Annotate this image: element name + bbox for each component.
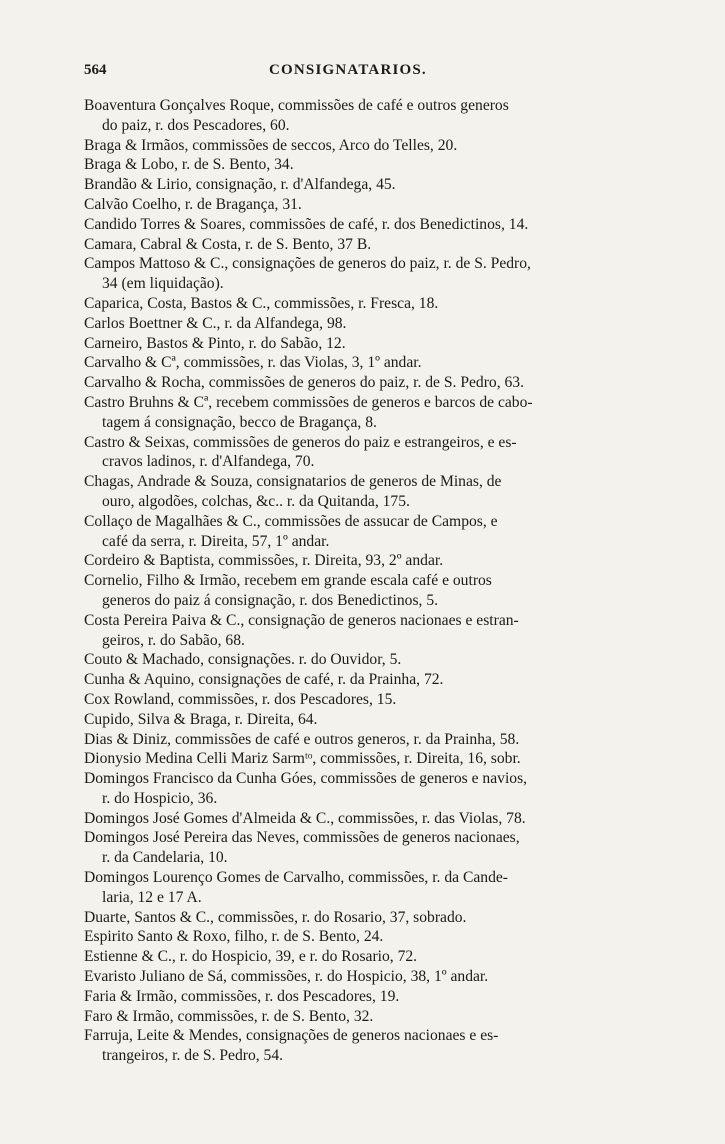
entry-continuation-line: café da serra, r. Direita, 57, 1º andar. xyxy=(102,532,330,550)
directory-entry xyxy=(84,769,659,809)
entry-first-line: Cupido, Silva & Braga, r. Direita, 64. xyxy=(84,710,318,728)
entry-first-line: Castro & Seixas, commissões de generos do paiz e estrangeiros, e es- xyxy=(84,433,517,451)
consignee-list xyxy=(84,96,659,1066)
entry-first-line: Brandão & Lirio, consignação, r. d'Alfandega, 45. xyxy=(84,176,396,194)
entry-first-line: Calvão Coelho, r. de Bragança, 31. xyxy=(84,195,302,213)
entry-continuation-line: generos do paiz á consignação, r. dos Benedictinos, 5. xyxy=(102,591,439,609)
directory-entry xyxy=(84,571,659,611)
entry-continuation-line: geiros, r. do Sabão, 68. xyxy=(102,631,245,649)
entry-first-line: Dias & Diniz, commissões de café e outros generos, r. da Prainha, 58. xyxy=(84,730,520,748)
directory-entry xyxy=(84,512,659,552)
entry-first-line: Braga & Lobo, r. de S. Bento, 34. xyxy=(84,156,294,174)
directory-entry xyxy=(84,254,659,294)
directory-entry xyxy=(84,175,659,195)
entry-first-line: Domingos José Gomes d'Almeida & C., commissões, r. das Violas, 78. xyxy=(84,809,526,827)
directory-entry xyxy=(84,393,659,433)
directory-entry xyxy=(84,749,659,769)
entry-continuation-line: ouro, algodões, colchas, &c.. r. da Quitanda, 175. xyxy=(102,492,410,510)
entry-first-line: Domingos José Pereira das Neves, commissões de generos nacionaes, xyxy=(84,829,520,847)
directory-entry xyxy=(84,433,659,473)
entry-first-line: Collaço de Magalhães & C., commissões de assucar de Campos, e xyxy=(84,512,498,530)
entry-continuation-line: trangeiros, r. de S. Pedro, 54. xyxy=(102,1047,284,1065)
entry-first-line: Espirito Santo & Roxo, filho, r. de S. Bento, 24. xyxy=(84,928,384,946)
entry-continuation-line: r. do Hospicio, 36. xyxy=(102,789,218,807)
entry-first-line: Carvalho & Cª, commissões, r. das Violas, 3, 1º andar. xyxy=(84,354,422,372)
entry-first-line: Domingos Lourenço Gomes de Carvalho, commissões, r. da Cande- xyxy=(84,869,508,887)
entry-first-line: Carvalho & Rocha, commissões de generos do paiz, r. de S. Pedro, 63. xyxy=(84,374,525,392)
entry-first-line: Cox Rowland, commissões, r. dos Pescadores, 15. xyxy=(84,690,397,708)
directory-entry xyxy=(84,967,659,987)
entry-first-line: Faro & Irmão, commissões, r. de S. Bento, 32. xyxy=(84,1007,374,1025)
page-number: 564 xyxy=(84,62,107,78)
entry-first-line: Evaristo Juliano de Sá, commissões, r. do Hospicio, 38, 1º andar. xyxy=(84,968,489,986)
entry-first-line: Domingos Francisco da Cunha Góes, commissões de generos e navios, xyxy=(84,770,528,788)
directory-entry xyxy=(84,314,659,334)
entry-continuation-line: 34 (em liquidação). xyxy=(102,275,224,293)
directory-entry xyxy=(84,294,659,314)
entry-first-line: Cordeiro & Baptista, commissões, r. Direita, 93, 2º andar. xyxy=(84,552,444,570)
directory-entry xyxy=(84,927,659,947)
entry-first-line: Camara, Cabral & Costa, r. de S. Bento, 37 B. xyxy=(84,235,372,253)
directory-entry xyxy=(84,947,659,967)
entry-first-line: Duarte, Santos & C., commissões, r. do Rosario, 37, sobrado. xyxy=(84,908,467,926)
entry-first-line: Cornelio, Filho & Irmão, recebem em grande escala café e outros xyxy=(84,572,492,590)
directory-entry xyxy=(84,472,659,512)
directory-entry xyxy=(84,690,659,710)
entry-first-line: Couto & Machado, consignações. r. do Ouvidor, 5. xyxy=(84,651,402,669)
entry-continuation-line: do paiz, r. dos Pescadores, 60. xyxy=(102,116,290,134)
directory-entry xyxy=(84,670,659,690)
entry-first-line: Campos Mattoso & C., consignações de generos do paiz, r. de S. Pedro, xyxy=(84,255,531,273)
directory-entry xyxy=(84,809,659,829)
directory-entry xyxy=(84,650,659,670)
directory-entry xyxy=(84,215,659,235)
directory-entry xyxy=(84,96,659,136)
entry-first-line: Costa Pereira Paiva & C., consignação de generos nacionaes e estran- xyxy=(84,611,519,629)
running-title: CONSIGNATARIOS. xyxy=(269,62,427,78)
entry-continuation-line: laria, 12 e 17 A. xyxy=(102,888,202,906)
directory-entry xyxy=(84,334,659,354)
directory-entry xyxy=(84,155,659,175)
directory-entry xyxy=(84,828,659,868)
entry-first-line: Carlos Boettner & C., r. da Alfandega, 98. xyxy=(84,314,347,332)
entry-continuation-line: r. da Candelaria, 10. xyxy=(102,849,228,867)
entry-first-line: Cunha & Aquino, consignações de café, r. da Prainha, 72. xyxy=(84,671,444,689)
directory-entry xyxy=(84,611,659,651)
entry-first-line: Carneiro, Bastos & Pinto, r. do Sabão, 12. xyxy=(84,334,346,352)
entry-continuation-line: cravos ladinos, r. d'Alfandega, 70. xyxy=(102,453,315,471)
entry-first-line: Braga & Irmãos, commissões de seccos, Arco do Telles, 20. xyxy=(84,136,458,154)
directory-entry xyxy=(84,1026,659,1066)
entry-first-line: Candido Torres & Soares, commissões de café, r. dos Benedictinos, 14. xyxy=(84,215,529,233)
page-header xyxy=(84,62,664,86)
directory-entry xyxy=(84,551,659,571)
directory-entry xyxy=(84,908,659,928)
directory-entry xyxy=(84,1007,659,1027)
entry-first-line: Caparica, Costa, Bastos & C., commissões, r. Fresca, 18. xyxy=(84,294,439,312)
entry-continuation-line: tagem á consignação, becco de Bragança, 8. xyxy=(102,413,377,431)
entry-first-line: Dionysio Medina Celli Mariz Sarmᵗᵒ, commissões, r. Direita, 16, sobr. xyxy=(84,750,521,768)
directory-entry xyxy=(84,353,659,373)
directory-entry xyxy=(84,136,659,156)
entry-first-line: Faria & Irmão, commissões, r. dos Pescadores, 19. xyxy=(84,987,400,1005)
directory-entry xyxy=(84,730,659,750)
entry-first-line: Chagas, Andrade & Souza, consignatarios de generos de Minas, de xyxy=(84,473,502,491)
directory-entry xyxy=(84,868,659,908)
directory-entry xyxy=(84,373,659,393)
entry-first-line: Farruja, Leite & Mendes, consignações de generos nacionaes e es- xyxy=(84,1027,499,1045)
entry-first-line: Castro Bruhns & Cª, recebem commissões de generos e barcos de cabo- xyxy=(84,393,533,411)
directory-entry xyxy=(84,195,659,215)
entry-first-line: Boaventura Gonçalves Roque, commissões de café e outros generos xyxy=(84,97,509,114)
directory-entry xyxy=(84,987,659,1007)
directory-entry xyxy=(84,235,659,255)
directory-entry xyxy=(84,710,659,730)
entry-first-line: Estienne & C., r. do Hospicio, 39, e r. do Rosario, 72. xyxy=(84,948,418,966)
